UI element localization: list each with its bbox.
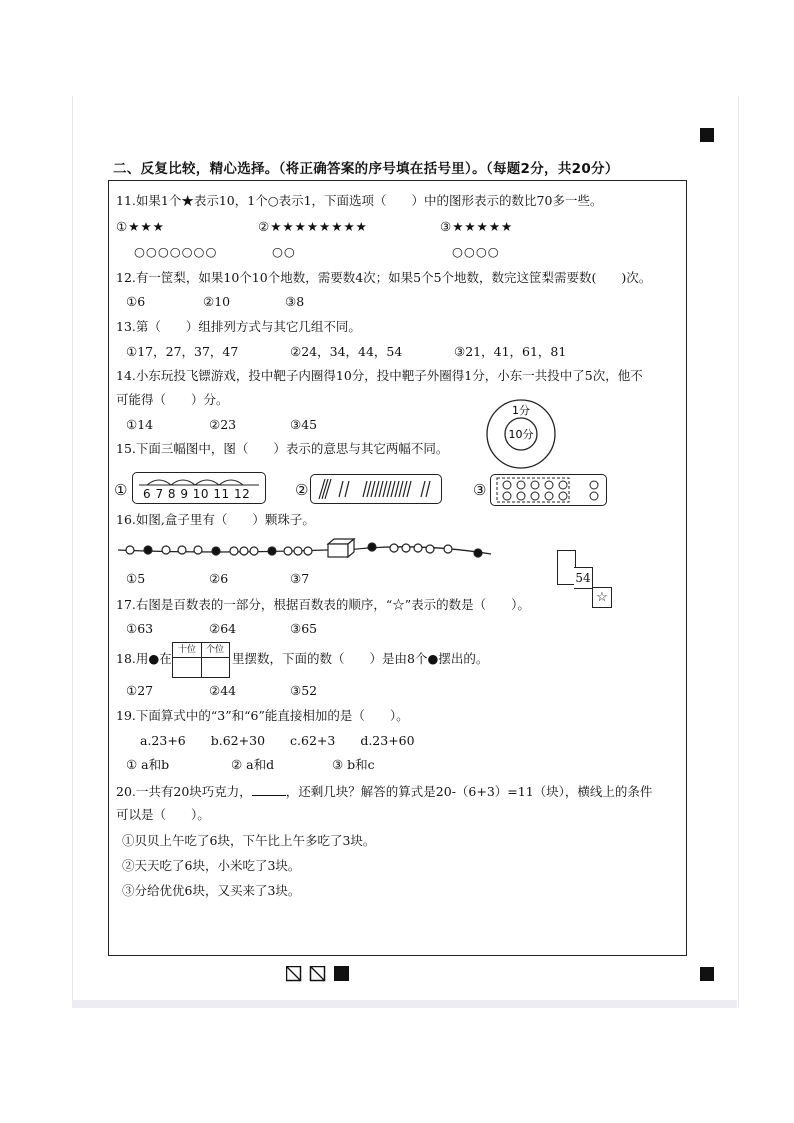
q19-stem: 19.下面算式中的“3”和“6”能直接相加的是（ ）。: [116, 708, 409, 723]
q13-option-3: ③21，41，61，81: [454, 344, 567, 359]
q17-stem: 17.右图是百数表的一部分，根据百数表的顺序，“☆”表示的数是（ ）。: [116, 597, 530, 612]
q14-option-1: ①14: [126, 417, 154, 432]
black-square-icon: [700, 967, 714, 981]
q14-option-3: ③45: [290, 417, 318, 432]
q18-option-2: ②44: [209, 683, 237, 698]
q12-option-2: ②10: [203, 294, 231, 309]
hatched-square-icon: [311, 967, 325, 981]
black-square-icon: [700, 128, 714, 142]
q12-option-3: ③8: [285, 294, 305, 309]
q16-bead-string: [116, 536, 496, 562]
tens-label: 十位: [173, 643, 202, 658]
q18-option-3: ③52: [290, 683, 318, 698]
black-square-icon: [334, 966, 349, 981]
place-value-table: [172, 642, 230, 678]
hundred-chart-cell-54: 54: [574, 567, 593, 589]
q16-option-2: ②6: [209, 571, 229, 586]
q13-option-1: ①17，27，37，47: [126, 344, 239, 359]
number-line-ticks: 6 7 8 9 10 11 12: [143, 487, 251, 501]
q12-option-1: ①6: [126, 294, 146, 309]
q16-option-3: ③7: [290, 571, 310, 586]
q20-option-2: ②天天吃了6块，小米吃了3块。: [122, 858, 301, 873]
q20-stem-line-1: [116, 783, 652, 800]
q15-figure-1-number-line: [132, 472, 266, 504]
q16-option-1: ①5: [126, 571, 146, 586]
q15-figure-1-number: ①: [114, 481, 128, 499]
q19-option-2: ② a和d: [231, 757, 275, 772]
q20-stem-part-1: 20.一共有20块巧克力，: [116, 784, 252, 799]
q20-stem-part-2: ，还剩几块？解答的算式是20-（6+3）=11（块），横线上的条件: [285, 784, 653, 799]
q15-stem: 15.下面三幅图中，图（ ）表示的意思与其它两幅不同。: [116, 441, 449, 456]
q14-option-2: ②23: [209, 417, 237, 432]
q15-figure-3-number: ③: [473, 481, 487, 499]
q17-option-3: ③65: [290, 621, 318, 636]
q16-box-icon: [328, 539, 354, 557]
ones-label: 个位: [201, 643, 229, 658]
q20-option-3: ③分给优优6块，又买来了3块。: [122, 883, 301, 898]
number-line-arcs: [147, 480, 243, 485]
q17-option-1: ①63: [126, 621, 154, 636]
q19-option-1: ① a和b: [126, 757, 170, 772]
q16-stem: 16.如图,盒子里有（ ）颗珠子。: [116, 512, 315, 527]
dartboard-inner-label: 10分: [508, 428, 534, 441]
q15-figure-2-sticks: [310, 474, 442, 504]
dartboard-outer-label: 1分: [512, 404, 530, 417]
q14-stem-line-2: 可能得（ ）分。: [116, 392, 229, 407]
q11-option-3-stars: ③★★★★★: [440, 219, 514, 234]
dartboard-figure: [485, 398, 557, 470]
hundred-chart-star-cell: ☆: [592, 587, 612, 608]
q11-option-2-circles: ○○: [272, 244, 296, 259]
q11-stem: 11.如果1个★表示10，1个○表示1，下面选项（ ）中的图形表示的数比70多一些。: [116, 193, 603, 208]
q17-option-2: ②64: [209, 621, 237, 636]
q19-option-3: ③ b和c: [332, 757, 375, 772]
footer-marks: [286, 966, 352, 982]
q20-option-1: ①贝贝上午吃了6块，下午比上午多吃了3块。: [122, 833, 376, 848]
q18-stem-suffix: 里摆数，下面的数（ ）是由8个●摆出的。: [232, 651, 489, 666]
q11-option-2-stars: ②★★★★★★★★: [258, 219, 368, 234]
q13-stem: 13.第（ ）组排列方式与其它几组不同。: [116, 319, 361, 334]
q15-figure-3-counters: [490, 474, 607, 506]
q20-stem-line-2: 可以是（ ）。: [116, 807, 210, 822]
sheet-bottom-edge: [72, 1000, 737, 1008]
q14-stem-line-1: 14.小东玩投飞镖游戏，投中靶子内圈得10分，投中靶子外圈得1分，小东一共投中了5次，他不: [116, 368, 643, 383]
q15-figure-2-number: ②: [295, 481, 309, 499]
q11-option-1-stars: ①★★★: [116, 219, 165, 234]
q18-option-1: ①27: [126, 683, 154, 698]
q19-expressions: a.23+6 b.62+30 c.62+3 d.23+60: [140, 733, 415, 748]
hatched-square-icon: [287, 967, 301, 981]
q20-blank-line: [252, 783, 286, 796]
q13-option-2: ②24，34，44，54: [290, 344, 403, 359]
q11-option-1-circles: ○○○○○○○: [134, 244, 218, 259]
section-title: 二、反复比较，精心选择。（将正确答案的序号填在括号里）。（每题2分，共20分）: [113, 161, 619, 177]
q12-stem: 12.有一筐梨，如果10个10个地数，需要数4次；如果5个5个地数，数完这筐梨需要数( )次。: [116, 270, 652, 285]
q18-stem-prefix: 18.用●在: [116, 651, 172, 666]
q11-option-3-circles: ○○○○: [452, 244, 500, 259]
